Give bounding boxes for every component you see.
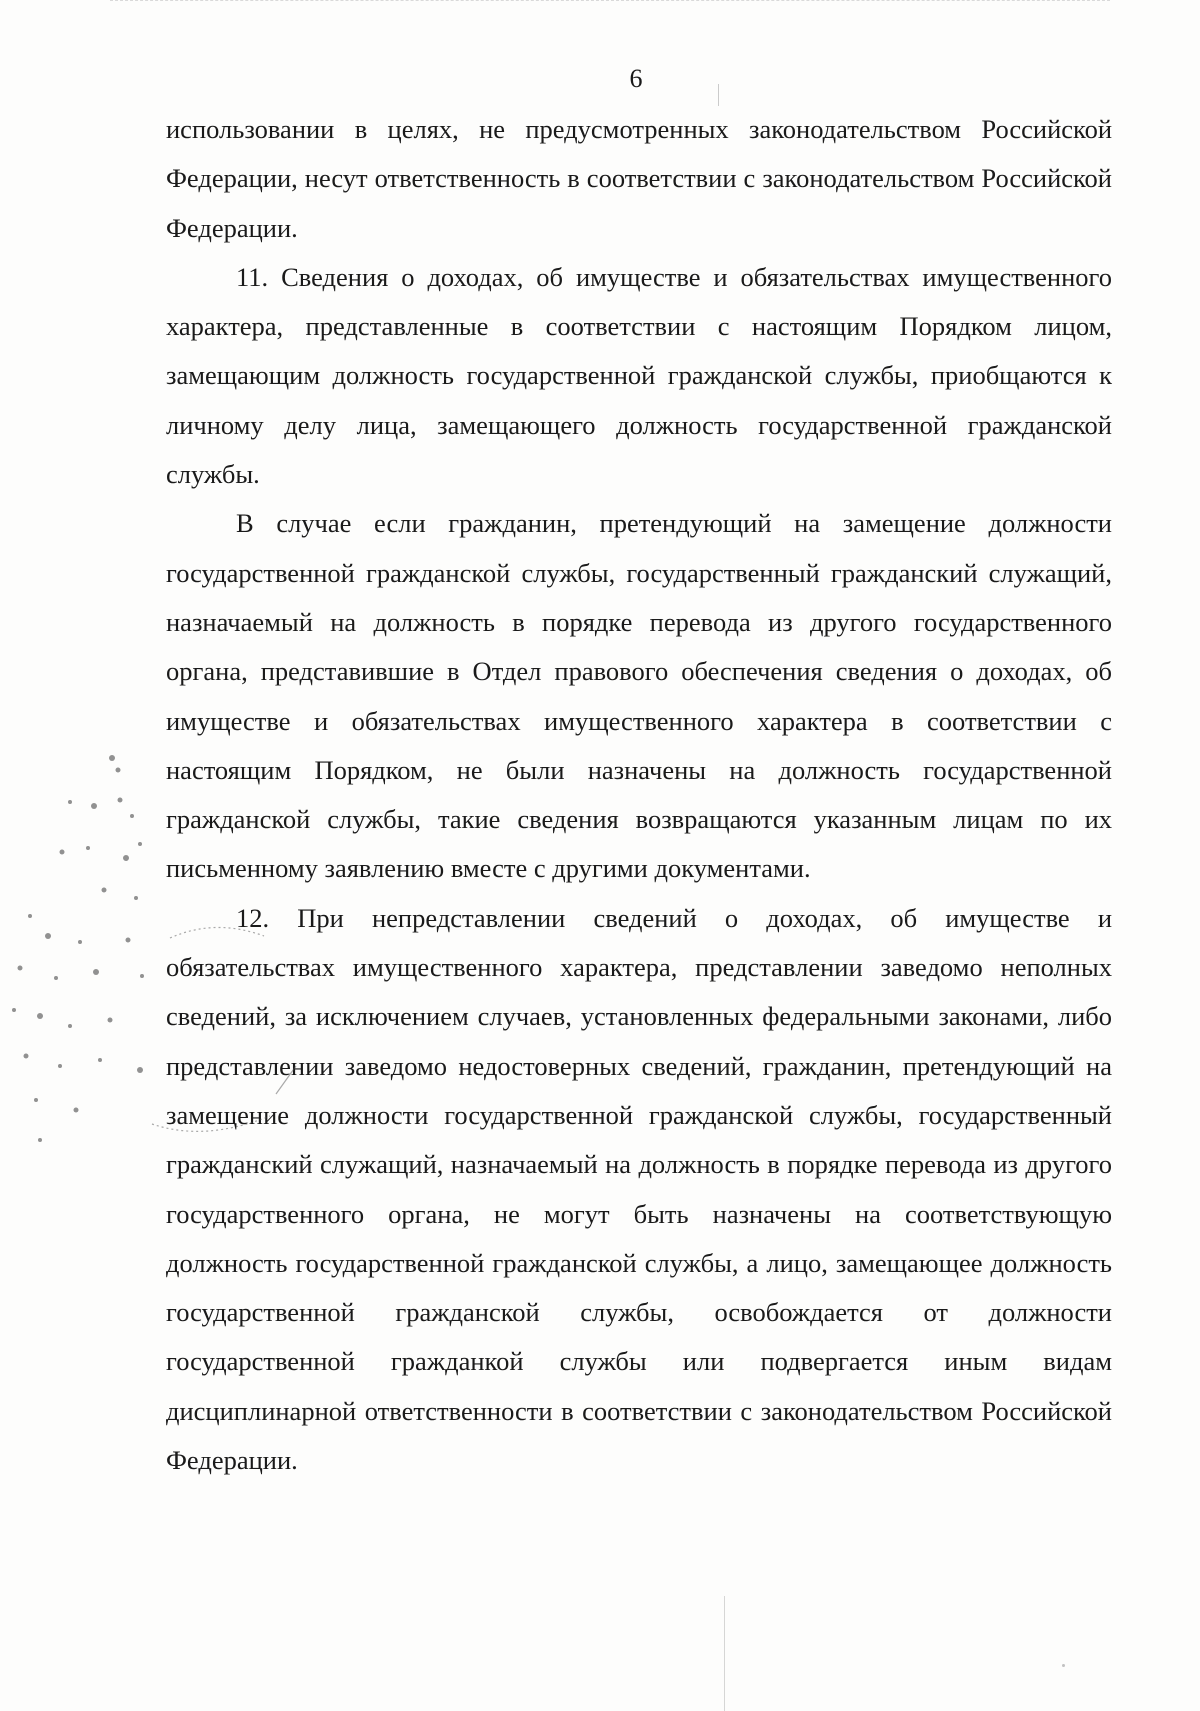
scan-artifact-top-line: [110, 0, 1110, 2]
paragraph-item-12: 12. При непредставлении сведений о доходах, об имуществе и обязательствах имущественного характера, представлении заведомо неполных сведений, за исключением случаев, установленных федеральными законами, либо представлении заведомо недостоверных сведений, гражданин, претендующий на замещение должности государственной гражданской службы, государственный гражданский служащий, назначаемый на должность в порядке перевода из другого государственного органа, не могут быть назначены на соответствующую должность государственной гражданской службы, а лицо, замещающее должность государственной гражданской службы, освобождается от должности государственной гражданкой службы или подвергается иным видам дисциплинарной ответственности в соответствии с законодательством Российской Федерации.: [166, 902, 1112, 1476]
scan-artifact-bottom-dot: [1062, 1664, 1065, 1667]
page-number: 6: [629, 64, 643, 93]
paragraph-item-11: 11. Сведения о доходах, об имуществе и обязательствах имущественного характера, представленные в соответствии с настоящим Порядком лицом, замещающим должность государственной гражданской службы, приобщаются к личному делу лица, замещающего должность государственной гражданской службы.: [166, 261, 1112, 490]
scan-artifact-bottom-line: [724, 1596, 725, 1711]
paragraph-return-of-documents: В случае если гражданин, претендующий на замещение должности государственной гражданской службы, государственный гражданский служащий, назначаемый на должность в порядке перевода из другого государственного органа, представившие в Отдел правового обеспечения сведения о доходах, об имуществе и обязательствах имущественного характера в соответствии с настоящим Порядком, не были назначены на должность государственной гражданской службы, такие сведения возвращаются указанным лицам по их письменному заявлению вместе с другими документами.: [166, 508, 1112, 884]
paragraph-continuation: использовании в целях, не предусмотренных законодательством Российской Федерации, несут ответственность в соответствии с законодательством Российской Федерации.: [166, 114, 1112, 243]
document-body: [166, 105, 1112, 1485]
